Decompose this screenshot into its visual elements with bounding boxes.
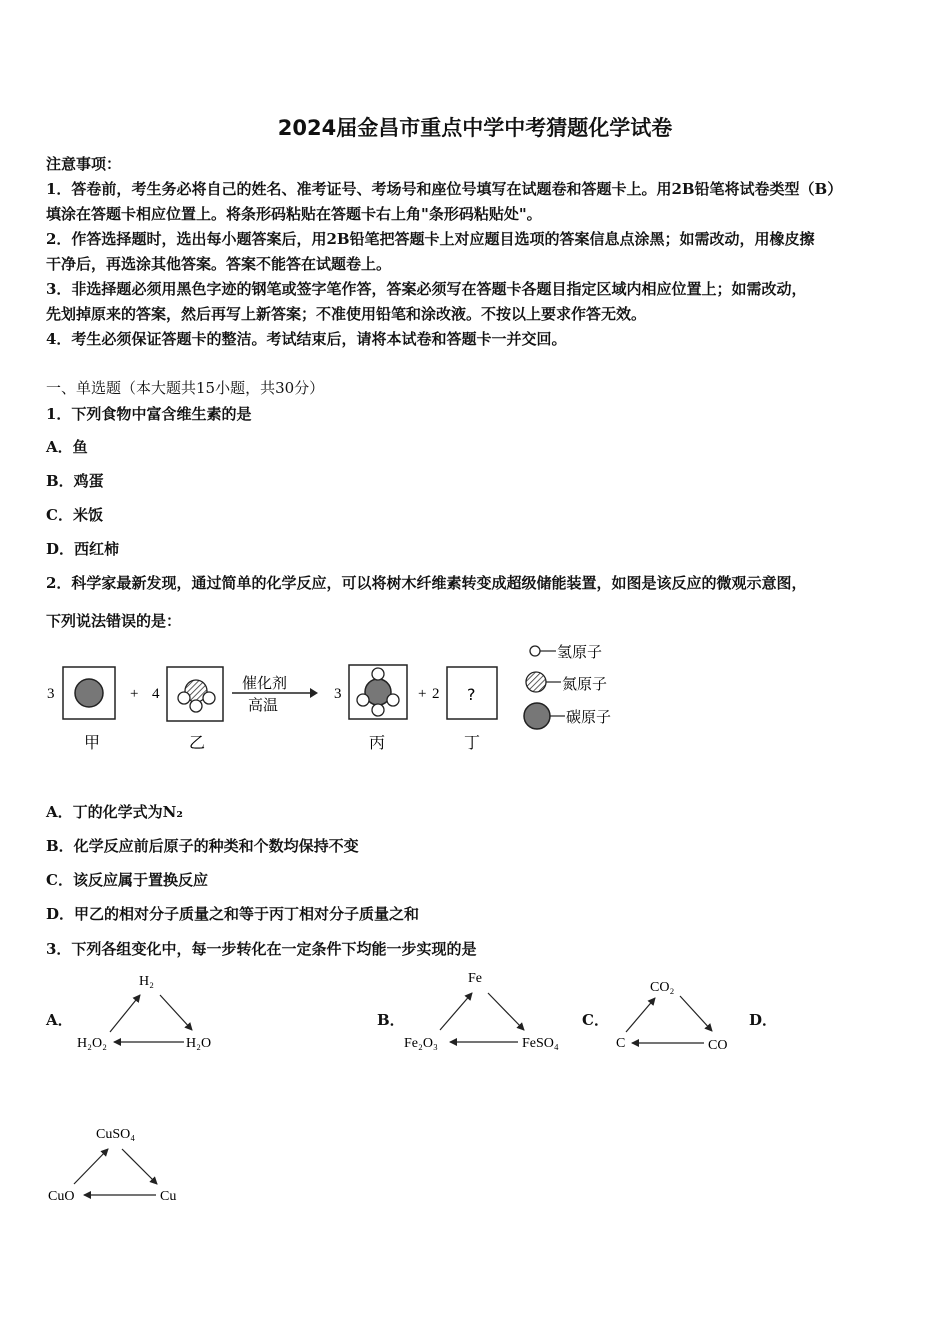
svg-text:FeSO₄: FeSO₄: [522, 1036, 559, 1051]
svg-text:CO: CO: [708, 1038, 728, 1053]
svg-text:H₂O: H₂O: [186, 1036, 212, 1051]
svg-text:H₂O₂: H₂O₂: [77, 1036, 107, 1051]
hydrogen-atom: [190, 700, 202, 712]
svg-text:H₂: H₂: [139, 974, 154, 989]
triangle-a: [77, 974, 211, 1051]
legend-hydrogen-icon: [530, 646, 540, 656]
question-2-stem-cont: 下列说法错误的是：: [46, 612, 182, 630]
notice-line: 填涂在答题卡相应位置上。将条形码粘贴在答题卡右上角"条形码粘贴处"。: [46, 205, 542, 223]
q1-option-c: C．米饭: [46, 506, 103, 524]
legend-carbon-icon: [524, 703, 550, 729]
svg-text:C: C: [616, 1036, 626, 1051]
hydrogen-atom: [387, 694, 399, 706]
notice-line: 2．作答选择题时，选出每小题答案后，用2B铅笔把答题卡上对应题目选项的答案信息点涂黑；如需改动，用橡皮擦: [46, 230, 815, 248]
svg-text:Fe: Fe: [468, 971, 482, 986]
q3-option-d-label: D．: [749, 1011, 778, 1029]
svg-text:Cu: Cu: [160, 1189, 177, 1204]
notice-line: 1．答卷前，考生务必将自己的姓名、准考证号、考场号和座位号填写在试题卷和答题卡上。用2B铅笔将试卷类型（B）: [46, 180, 843, 198]
plus-sign: +: [130, 686, 139, 702]
svg-text:Fe₂O₃: Fe₂O₃: [404, 1036, 438, 1051]
conversion-diagrams: [0, 960, 800, 1220]
triangle-b: [404, 971, 559, 1051]
notice-line: 干净后，再选涂其他答案。答案不能答在试题卷上。: [46, 255, 392, 273]
page-title: 2024届金昌市重点中学中考猜题化学试卷: [277, 116, 673, 140]
section-heading: 一、单选题（本大题共15小题，共30分）: [46, 379, 325, 397]
svg-text:CO₂: CO₂: [650, 980, 675, 995]
unknown-molecule: ?: [467, 685, 476, 704]
q1-option-a: A．鱼: [46, 438, 88, 456]
coef-yi: 4: [152, 686, 160, 702]
svg-text:CuSO₄: CuSO₄: [96, 1127, 136, 1142]
coef-jia: 3: [47, 686, 55, 702]
legend-carbon-label: 碳原子: [566, 708, 612, 726]
hydrogen-atom: [178, 692, 190, 704]
q1-option-b: B．鸡蛋: [46, 472, 104, 490]
coef-ding: 2: [432, 686, 440, 702]
q3-option-b-label: B．: [377, 1011, 405, 1029]
legend-nitrogen-label: 氮原子: [562, 675, 608, 693]
legend-nitrogen-icon: [526, 672, 546, 692]
plus-sign: +: [418, 686, 427, 702]
q2-option-a: A．丁的化学式为N₂: [46, 803, 183, 821]
notice-line: 先划掉原来的答案，然后再写上新答案；不准使用铅笔和涂改液。不按以上要求作答无效。: [46, 305, 647, 323]
q2-option-c: C．该反应属于置换反应: [46, 871, 208, 889]
q3-option-c-label: C．: [582, 1011, 609, 1029]
notice-line: 4．考生必须保证答题卡的整洁。考试结束后，请将本试卷和答题卡一并交回。: [46, 330, 567, 348]
q2-option-b: B．化学反应前后原子的种类和个数均保持不变: [46, 837, 359, 855]
notice-line: 3．非选择题必须用黑色字迹的钢笔或签字笔作答，答案必须写在答题卡各题目指定区域内相应位置上；如需改动，: [46, 280, 807, 298]
q1-option-d: D．西红柿: [46, 540, 120, 558]
notice-heading: 注意事项：: [46, 155, 122, 173]
question-2-stem: 2．科学家最新发现，通过简单的化学反应，可以将树木纤维素转变成超级储能装置，如图是该反应的微观示意图，: [46, 574, 807, 592]
question-3-stem: 3．下列各组变化中，每一步转化在一定条件下均能一步实现的是: [46, 940, 477, 958]
hydrogen-atom: [357, 694, 369, 706]
label-yi: 乙: [189, 733, 206, 752]
reaction-diagram: [0, 630, 700, 770]
triangle-d: [48, 1127, 176, 1204]
hydrogen-atom: [372, 704, 384, 716]
q3-option-a-label: A．: [46, 1011, 73, 1029]
hydrogen-atom: [203, 692, 215, 704]
q2-option-d: D．甲乙的相对分子质量之和等于丙丁相对分子质量之和: [46, 905, 420, 923]
label-ding: 丁: [464, 733, 481, 752]
svg-text:CuO: CuO: [48, 1189, 75, 1204]
catalyst-label: 催化剂: [242, 674, 288, 692]
condition-label: 高温: [248, 696, 279, 714]
question-1-stem: 1．下列食物中富含维生素的是: [46, 405, 252, 423]
label-jia: 甲: [84, 733, 101, 752]
coef-bing: 3: [334, 686, 342, 702]
triangle-c: [616, 980, 727, 1053]
hydrogen-atom: [372, 668, 384, 680]
label-bing: 丙: [369, 733, 386, 752]
carbon-atom: [75, 679, 103, 707]
legend-hydrogen-label: 氢原子: [557, 643, 603, 661]
